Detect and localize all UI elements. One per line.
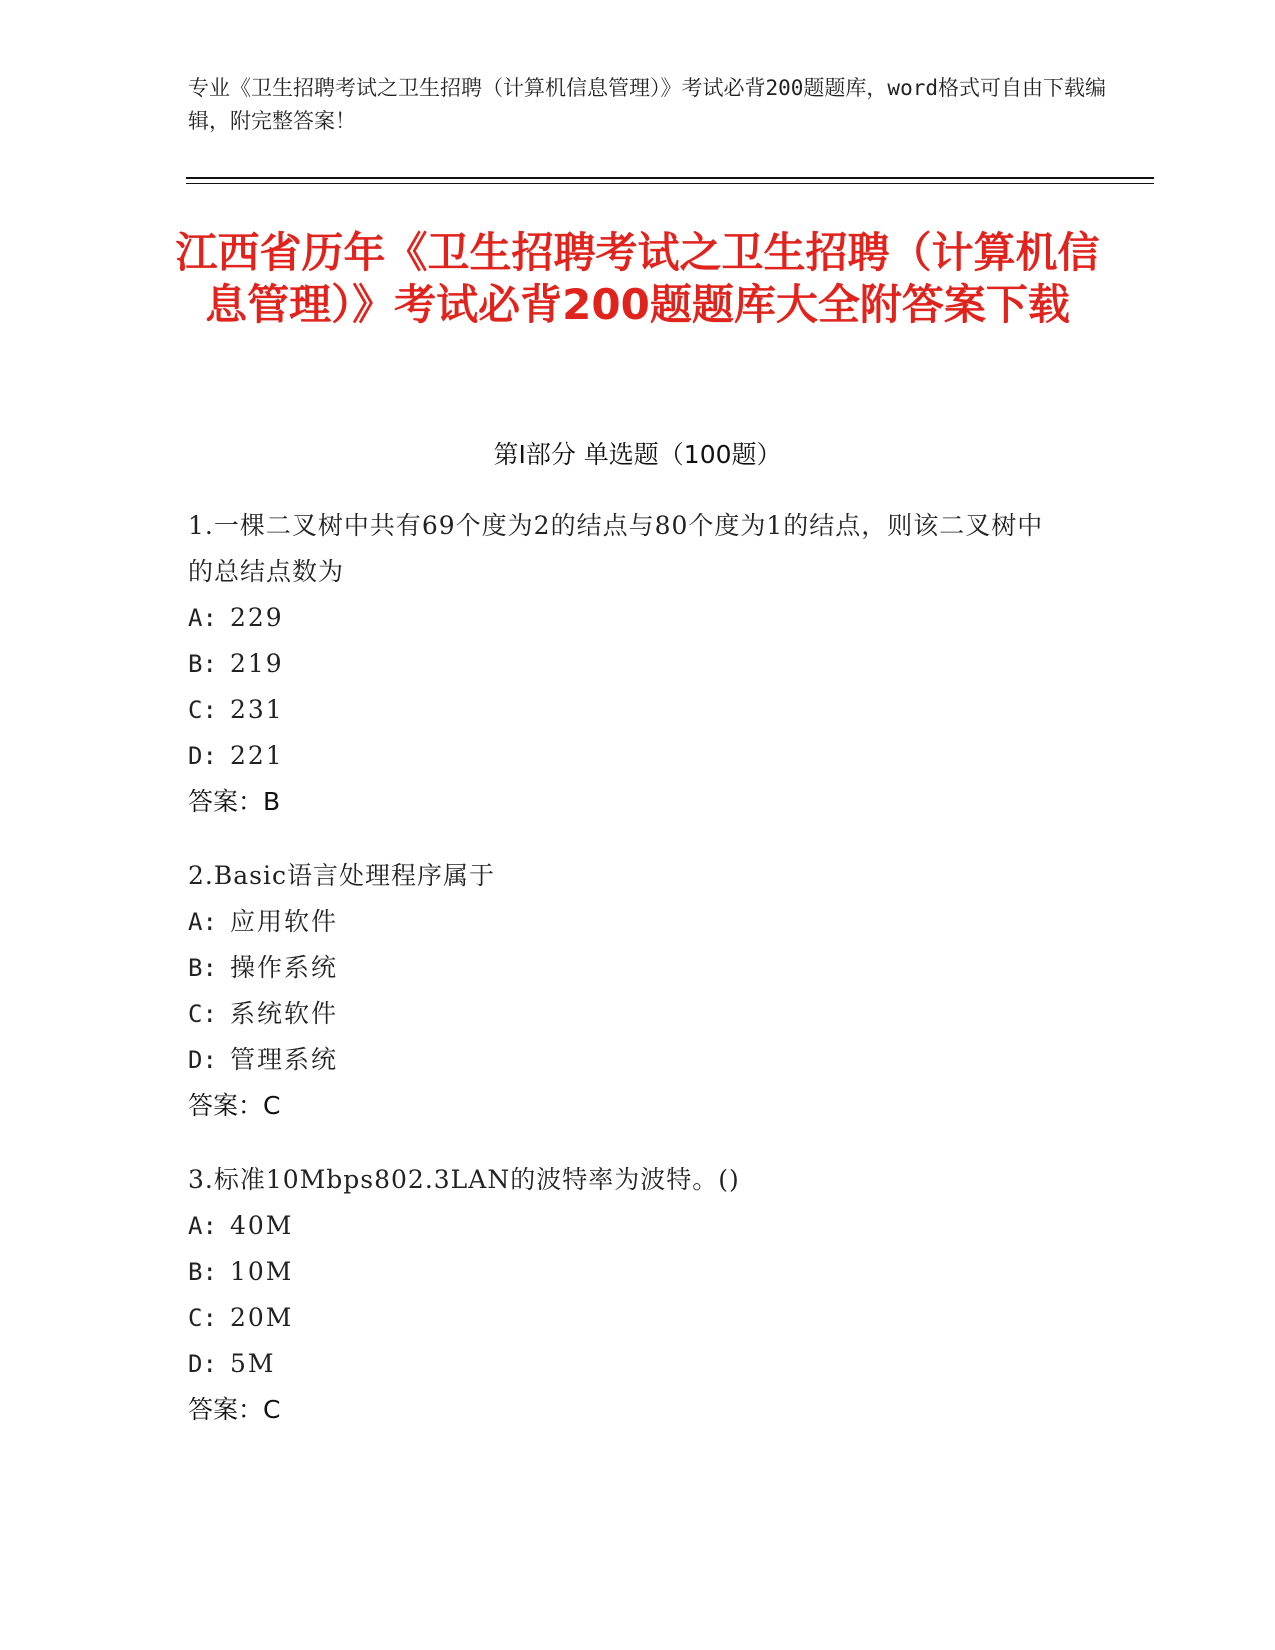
option-text: 10M bbox=[230, 1257, 294, 1286]
option-key: C: bbox=[188, 1304, 217, 1332]
option-b bbox=[188, 1249, 1068, 1295]
option-key: D: bbox=[188, 1350, 217, 1378]
option-key: C: bbox=[188, 696, 217, 724]
question-3 bbox=[188, 1157, 1068, 1433]
question-2 bbox=[188, 853, 1068, 1129]
option-d bbox=[188, 733, 1068, 779]
answer-line: 答案：B bbox=[188, 787, 281, 816]
question-stem: 3.标准10Mbps802.3LAN的波特率为波特。() bbox=[188, 1165, 740, 1194]
option-key: B: bbox=[188, 650, 217, 678]
option-key: C: bbox=[188, 1000, 217, 1028]
option-c bbox=[188, 687, 1068, 733]
option-d bbox=[188, 1037, 1068, 1083]
option-text: 231 bbox=[230, 695, 284, 724]
question-stem: 1.一棵二叉树中共有69个度为2的结点与80个度为1的结点，则该二叉树中的总结点数为 bbox=[188, 511, 1044, 586]
option-text: 5M bbox=[230, 1349, 276, 1378]
option-text: 221 bbox=[230, 741, 284, 770]
header-note: 专业《卫生招聘考试之卫生招聘（计算机信息管理）》考试必背200题题库，word格式可自由下载编辑，附完整答案！ bbox=[188, 76, 1106, 133]
header-divider-thick bbox=[186, 177, 1154, 179]
option-text: 系统软件 bbox=[230, 999, 339, 1028]
option-b bbox=[188, 945, 1068, 991]
question-stem: 2.Basic语言处理程序属于 bbox=[188, 861, 495, 890]
option-a bbox=[188, 1203, 1068, 1249]
option-text: 管理系统 bbox=[230, 1045, 339, 1074]
option-key: A: bbox=[188, 1212, 217, 1240]
answer-line: 答案：C bbox=[188, 1091, 281, 1120]
option-c bbox=[188, 1295, 1068, 1341]
answer-line: 答案：C bbox=[188, 1395, 281, 1424]
option-text: 应用软件 bbox=[230, 907, 339, 936]
option-key: B: bbox=[188, 954, 217, 982]
option-a bbox=[188, 899, 1068, 945]
option-c bbox=[188, 991, 1068, 1037]
header-divider-thin bbox=[186, 183, 1154, 184]
option-key: A: bbox=[188, 908, 217, 936]
section-heading: 第I部分 单选题（100题） bbox=[493, 440, 782, 469]
option-key: D: bbox=[188, 1046, 217, 1074]
option-key: B: bbox=[188, 1258, 217, 1286]
question-1 bbox=[188, 503, 1068, 825]
option-key: A: bbox=[188, 604, 217, 632]
document-title: 江西省历年《卫生招聘考试之卫生招聘（计算机信息管理）》考试必背200题题库大全附答案下载 bbox=[175, 228, 1100, 329]
option-text: 219 bbox=[230, 649, 284, 678]
option-text: 40M bbox=[230, 1211, 294, 1240]
option-a bbox=[188, 595, 1068, 641]
option-text: 20M bbox=[230, 1303, 294, 1332]
option-b bbox=[188, 641, 1068, 687]
option-text: 229 bbox=[230, 603, 284, 632]
option-key: D: bbox=[188, 742, 217, 770]
option-d bbox=[188, 1341, 1068, 1387]
option-text: 操作系统 bbox=[230, 953, 339, 982]
